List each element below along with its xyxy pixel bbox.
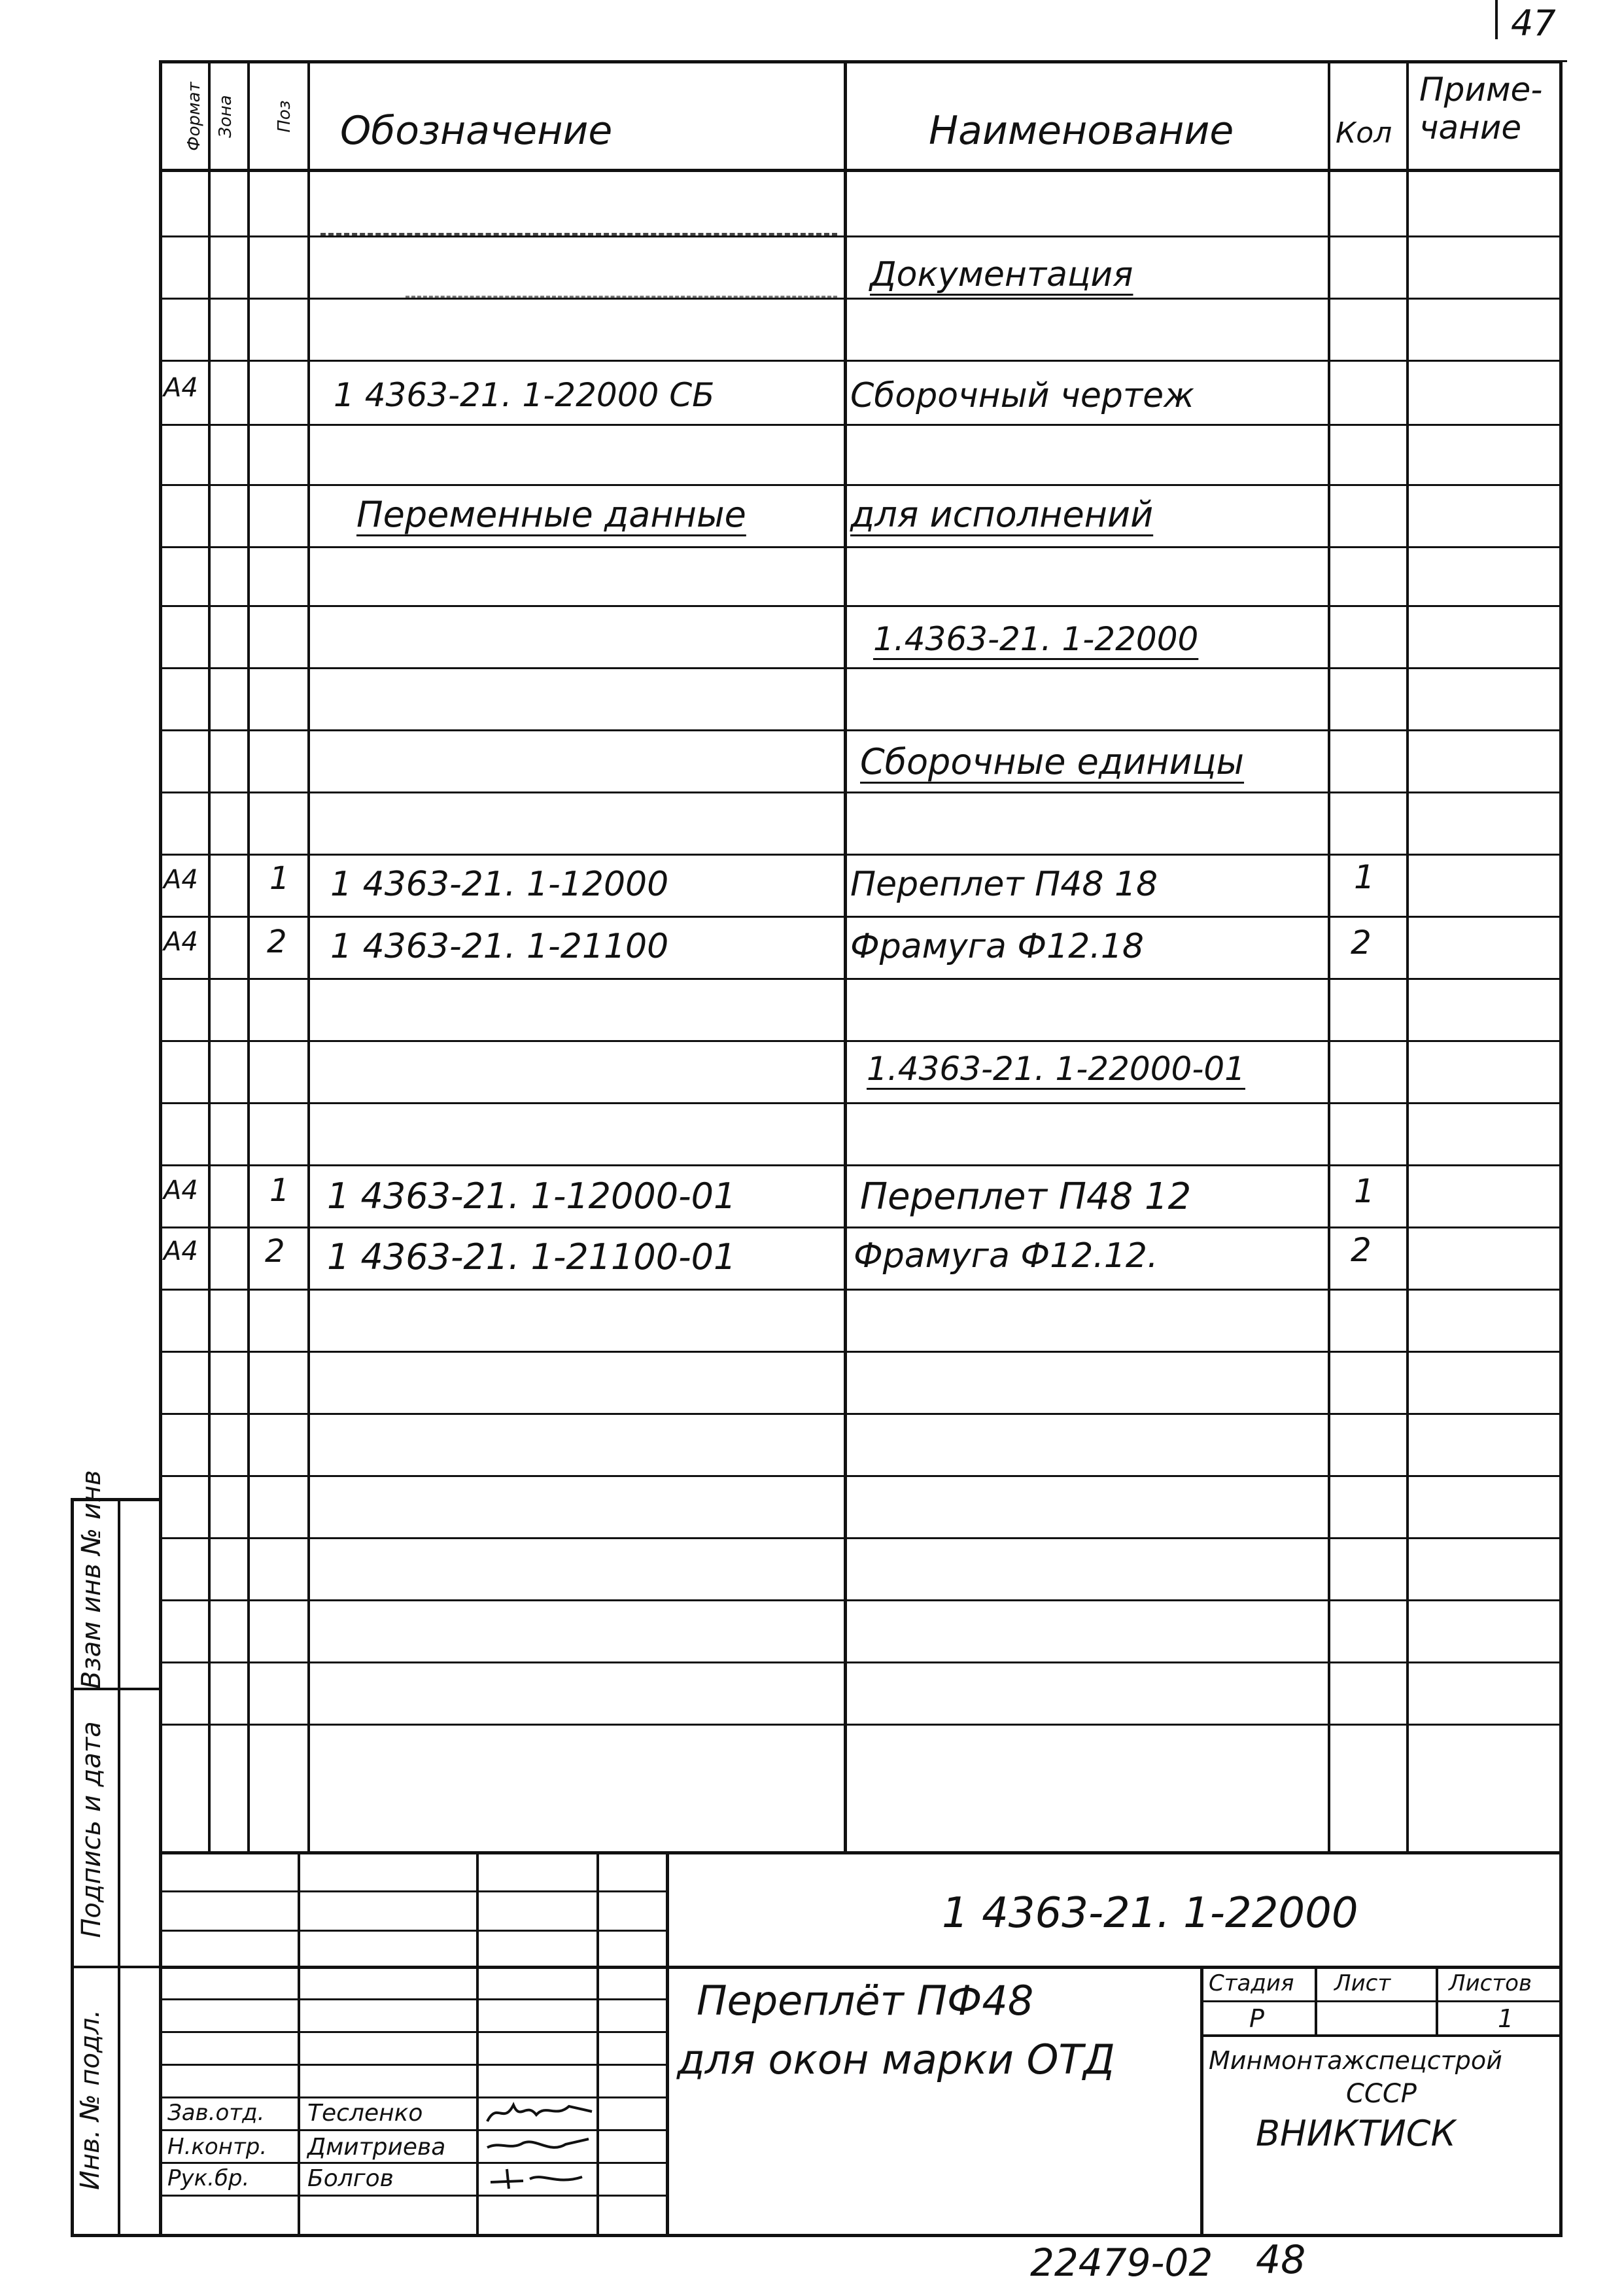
item-designation: 1 4363-21. 1-12000-01 (327, 1175, 736, 1217)
header-qty: Кол (1336, 116, 1392, 150)
corner-line-v (1495, 0, 1498, 39)
section-assembly-units: Сборочные единицы (860, 741, 1245, 782)
header-pos: Поз (275, 100, 294, 133)
item-qty: 1 (1354, 1172, 1375, 1210)
header-name: Наименование (929, 108, 1234, 154)
org-line1: Минмонтажспецстрой (1209, 2046, 1502, 2075)
role-person: Тесленко (307, 2100, 423, 2127)
assembly-name: Сборочный чертеж (850, 376, 1194, 415)
sheets-value: 1 (1498, 2004, 1514, 2033)
role-label: Зав.отд. (167, 2100, 265, 2126)
role-label: Н.контр. (167, 2134, 268, 2160)
item-pos: 1 (269, 1172, 290, 1209)
sheets-label: Листов (1449, 1970, 1532, 1996)
corner-page-number: 47 (1511, 3, 1556, 44)
item-qty: 2 (1351, 1231, 1372, 1269)
item-format: А4 (164, 927, 198, 957)
item-pos: 2 (267, 924, 287, 960)
assembly-designation: 1 4363-21. 1-22000 СБ (334, 376, 715, 414)
item-qty: 2 (1351, 924, 1372, 962)
signature-2 (484, 2131, 595, 2161)
org-line3: ВНИКТИСК (1256, 2113, 1456, 2154)
signature-1 (484, 2098, 595, 2128)
item-designation: 1 4363-21. 1-12000 (330, 865, 669, 904)
item-format: А4 (164, 865, 198, 895)
item-name: Переплет П48 18 (850, 865, 1158, 904)
side-label-inventory: Инв. № подл. (75, 2009, 105, 2190)
role-label: Рук.бр. (167, 2165, 250, 2191)
stage-value: Р (1249, 2004, 1264, 2033)
assembly-format: А4 (164, 373, 198, 403)
item-format: А4 (164, 1175, 198, 1206)
item-format: А4 (164, 1236, 198, 1266)
header-zone: Зона (216, 95, 235, 138)
item-name: Переплет П48 12 (860, 1175, 1192, 1218)
variable-data-cont: для исполнений (850, 494, 1154, 535)
signature-3 (484, 2163, 595, 2192)
erased-dashes (320, 233, 837, 235)
title-doc-number: 1 4363-21. 1-22000 (942, 1889, 1358, 1938)
item-designation: 1 4363-21. 1-21100-01 (327, 1236, 736, 1278)
stage-label: Стадия (1209, 1970, 1294, 1996)
header-designation: Обозначение (340, 108, 613, 154)
side-stamp-h2 (71, 1966, 162, 1968)
item-name: Фрамуга Ф12.12. (854, 1236, 1158, 1276)
role-person: Болгов (307, 2165, 394, 2192)
header-note: Приме- чание (1419, 71, 1543, 147)
erased-dashes-2 (406, 296, 837, 298)
side-stamp-divider (118, 1498, 120, 2237)
header-format: Формат (184, 82, 204, 151)
side-label-replacement: Взам инв № инв (77, 1470, 107, 1689)
item-qty: 1 (1354, 858, 1375, 896)
item-name: Фрамуга Ф12.18 (850, 927, 1144, 966)
role-person: Дмитриева (307, 2134, 446, 2161)
variant-1-header: 1.4363-21. 1-22000 (873, 620, 1199, 658)
item-pos: 2 (265, 1233, 285, 1270)
bottom-doc-number: 22479-02 (1030, 2240, 1213, 2285)
title-name-line1: Переплёт ПФ48 (697, 1977, 1034, 2025)
variable-data: Переменные данные (356, 494, 746, 535)
side-label-signature: Подпись и дата (77, 1721, 107, 1938)
item-designation: 1 4363-21. 1-21100 (330, 927, 669, 966)
item-pos: 1 (269, 860, 290, 897)
org-line2: СССР (1346, 2079, 1417, 2109)
title-name-line2: для окон марки ОТД (677, 2036, 1115, 2083)
section-documentation: Документация (870, 255, 1133, 294)
variant-2-header: 1.4363-21. 1-22000-01 (867, 1050, 1245, 1088)
sheet-label: Лист (1334, 1970, 1391, 1996)
bottom-page-number: 48 (1256, 2237, 1306, 2283)
